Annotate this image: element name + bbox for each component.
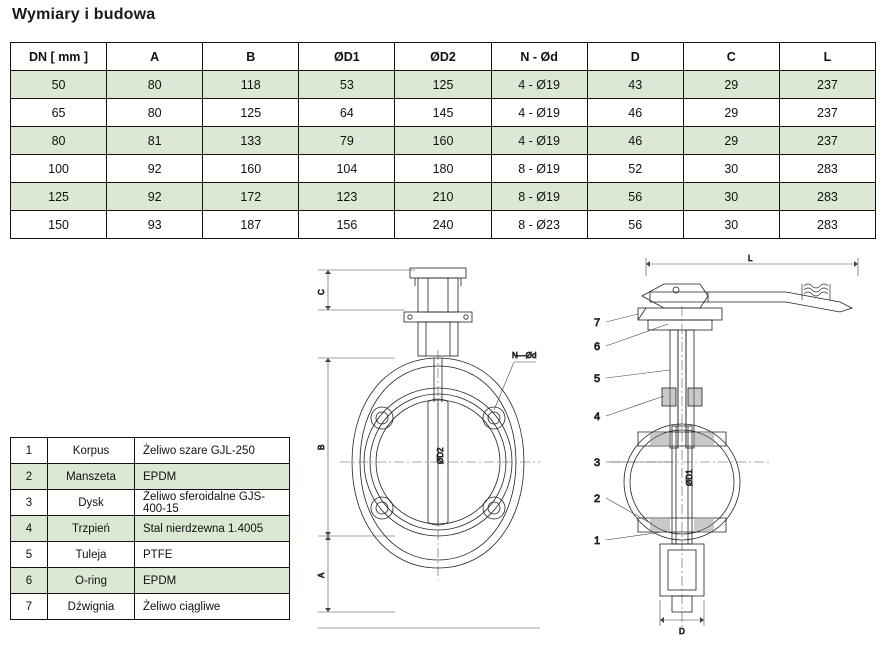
list-item <box>11 516 290 542</box>
cell-d2: 125 <box>395 71 491 99</box>
part-name: Tuleja <box>48 542 135 568</box>
cell-l: 283 <box>779 211 875 239</box>
callout-3: 3 <box>594 457 601 469</box>
part-number: 7 <box>11 594 48 620</box>
cell-d2: 180 <box>395 155 491 183</box>
cell-l: 237 <box>779 99 875 127</box>
part-name: Dźwignia <box>48 594 135 620</box>
callout-5: 5 <box>594 373 601 385</box>
callout-7: 7 <box>594 317 601 329</box>
part-name: Manszeta <box>48 464 135 490</box>
cell-a: 92 <box>107 183 203 211</box>
cell-d1: 156 <box>299 211 395 239</box>
part-material: Żeliwo ciągliwe <box>135 594 290 620</box>
cell-d: 56 <box>587 211 683 239</box>
cell-c: 29 <box>683 71 779 99</box>
cell-c: 30 <box>683 211 779 239</box>
table-row <box>11 71 876 99</box>
table-row <box>11 211 876 239</box>
page-title: Wymiary i budowa <box>12 6 156 23</box>
cell-dn: 80 <box>11 127 107 155</box>
cell-a: 80 <box>107 99 203 127</box>
cell-d1: 123 <box>299 183 395 211</box>
cell-d2: 210 <box>395 183 491 211</box>
cell-d1: 53 <box>299 71 395 99</box>
cell-d2: 145 <box>395 99 491 127</box>
cell-d2: 240 <box>395 211 491 239</box>
col-header-l: L <box>779 43 875 71</box>
cell-a: 92 <box>107 155 203 183</box>
callout-6: 6 <box>594 341 601 353</box>
cell-l: 237 <box>779 127 875 155</box>
callout-2: 2 <box>594 493 601 505</box>
cell-c: 30 <box>683 155 779 183</box>
part-material: EPDM <box>135 464 290 490</box>
cell-n-od: 4 - Ø19 <box>491 99 587 127</box>
dim-label-l: L <box>748 254 753 263</box>
cell-dn: 65 <box>11 99 107 127</box>
cell-dn: 125 <box>11 183 107 211</box>
cell-b: 133 <box>203 127 299 155</box>
cell-d1: 64 <box>299 99 395 127</box>
part-material: PTFE <box>135 542 290 568</box>
part-name: Korpus <box>48 438 135 464</box>
part-material: Żeliwo sferoidalne GJS-400-15 <box>135 490 290 516</box>
list-item <box>11 490 290 516</box>
part-material: Stal nierdzewna 1.4005 <box>135 516 290 542</box>
list-item <box>11 464 290 490</box>
cell-a: 81 <box>107 127 203 155</box>
dimensions-table-container <box>10 42 876 239</box>
col-header-a: A <box>107 43 203 71</box>
col-header-d1: ØD1 <box>299 43 395 71</box>
dim-label-a: A <box>317 572 326 578</box>
valve-front-view-drawing <box>300 250 580 650</box>
cell-c: 29 <box>683 127 779 155</box>
list-item <box>11 594 290 620</box>
list-item <box>11 438 290 464</box>
part-number: 4 <box>11 516 48 542</box>
dim-label-d2: ØD2 <box>436 447 445 464</box>
list-item <box>11 568 290 594</box>
table-row <box>11 155 876 183</box>
cell-d1: 104 <box>299 155 395 183</box>
cell-n-od: 8 - Ø19 <box>491 155 587 183</box>
cell-d: 56 <box>587 183 683 211</box>
cell-n-od: 8 - Ø19 <box>491 183 587 211</box>
table-row <box>11 183 876 211</box>
cell-b: 160 <box>203 155 299 183</box>
cell-b: 125 <box>203 99 299 127</box>
col-header-dn: DN [ mm ] <box>11 43 107 71</box>
cell-n-od: 8 - Ø23 <box>491 211 587 239</box>
cell-d2: 160 <box>395 127 491 155</box>
cell-b: 187 <box>203 211 299 239</box>
cell-d1: 79 <box>299 127 395 155</box>
part-material: EPDM <box>135 568 290 594</box>
parts-legend-container <box>10 437 290 620</box>
callout-1: 1 <box>594 535 601 547</box>
part-name: Trzpień <box>48 516 135 542</box>
cell-dn: 50 <box>11 71 107 99</box>
part-number: 5 <box>11 542 48 568</box>
list-item <box>11 542 290 568</box>
part-number: 6 <box>11 568 48 594</box>
dim-label-b: B <box>317 444 326 450</box>
valve-side-section-drawing <box>590 250 880 650</box>
cell-c: 29 <box>683 99 779 127</box>
cell-dn: 100 <box>11 155 107 183</box>
col-header-d2: ØD2 <box>395 43 491 71</box>
dim-label-d1: ØD1 <box>685 469 694 486</box>
dim-label-c: C <box>317 289 326 295</box>
table-row <box>11 127 876 155</box>
cell-b: 172 <box>203 183 299 211</box>
part-name: Dysk <box>48 490 135 516</box>
col-header-c: C <box>683 43 779 71</box>
cell-d: 52 <box>587 155 683 183</box>
col-header-n-od: N - Ød <box>491 43 587 71</box>
cell-dn: 150 <box>11 211 107 239</box>
parts-legend-table <box>10 437 290 620</box>
cell-a: 93 <box>107 211 203 239</box>
callout-4: 4 <box>594 411 601 423</box>
table-row <box>11 99 876 127</box>
cell-d: 43 <box>587 71 683 99</box>
dim-label-d: D <box>679 627 685 636</box>
table-header-row <box>11 43 876 71</box>
col-header-d: D <box>587 43 683 71</box>
cell-b: 118 <box>203 71 299 99</box>
col-header-b: B <box>203 43 299 71</box>
part-number: 3 <box>11 490 48 516</box>
cell-a: 80 <box>107 71 203 99</box>
cell-l: 283 <box>779 183 875 211</box>
cell-d: 46 <box>587 99 683 127</box>
cell-n-od: 4 - Ø19 <box>491 71 587 99</box>
cell-l: 283 <box>779 155 875 183</box>
part-number: 2 <box>11 464 48 490</box>
cell-c: 30 <box>683 183 779 211</box>
dim-label-n-od: N—Ød <box>512 351 537 360</box>
part-number: 1 <box>11 438 48 464</box>
part-material: Żeliwo szare GJL-250 <box>135 438 290 464</box>
part-name: O-ring <box>48 568 135 594</box>
cell-d: 46 <box>587 127 683 155</box>
dimensions-table <box>10 42 876 239</box>
cell-l: 237 <box>779 71 875 99</box>
cell-n-od: 4 - Ø19 <box>491 127 587 155</box>
